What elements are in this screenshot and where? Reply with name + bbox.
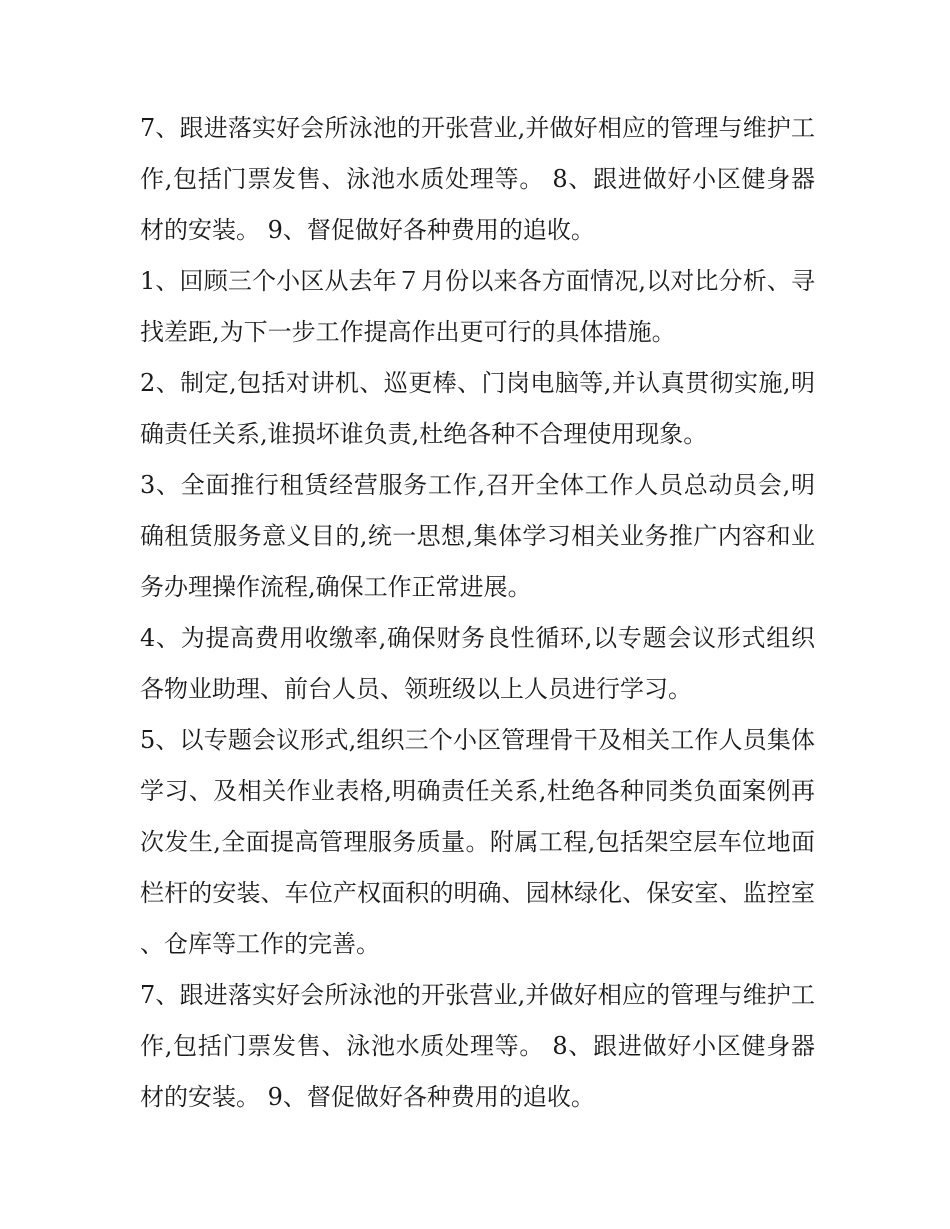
paragraph-item-1: 1、回顾三个小区从去年７月份以来各方面情况,以对比分析、寻找差距,为下一步工作提高作出更可行的具体措施。 — [140, 267, 815, 346]
paragraph-item-7-repeat-top: 7、跟进落实好会所泳池的开张营业,并做好相应的管理与维护工作,包括门票发售、泳池水质处理等。 8、跟进做好小区健身器材的安装。 9、督促做好各种费用的追收。 — [140, 114, 815, 244]
document-body — [140, 103, 815, 1123]
paragraph-item-3: 3、全面推行租赁经营服务工作,召开全体工作人员总动员会,明确租赁服务意义目的,统一思想,集体学习相关业务推广内容和业务办理操作流程,确保工作正常进展。 — [140, 471, 815, 601]
paragraph-item-5: 5、以专题会议形式,组织三个小区管理骨干及相关工作人员集体学习、及相关作业表格,明确责任关系,杜绝各种同类负面案例再次发生,全面提高管理服务质量。附属工程,包括架空层车位地面栏杆的安装、车位产权面积的明确、园林绿化、保安室、监控室、仓库等工作的完善。 — [140, 726, 815, 958]
paragraph-item-4: 4、为提高费用收缴率,确保财务良性循环,以专题会议形式组织各物业助理、前台人员、领班级以上人员进行学习。 — [140, 624, 815, 703]
paragraph-item-7-repeat-bottom: 7、跟进落实好会所泳池的开张营业,并做好相应的管理与维护工作,包括门票发售、泳池水质处理等。 8、跟进做好小区健身器材的安装。 9、督促做好各种费用的追收。 — [140, 981, 815, 1111]
paragraph-item-2: 2、制定,包括对讲机、巡更棒、门岗电脑等,并认真贯彻实施,明确责任关系,谁损坏谁负责,杜绝各种不合理使用现象。 — [140, 369, 815, 448]
